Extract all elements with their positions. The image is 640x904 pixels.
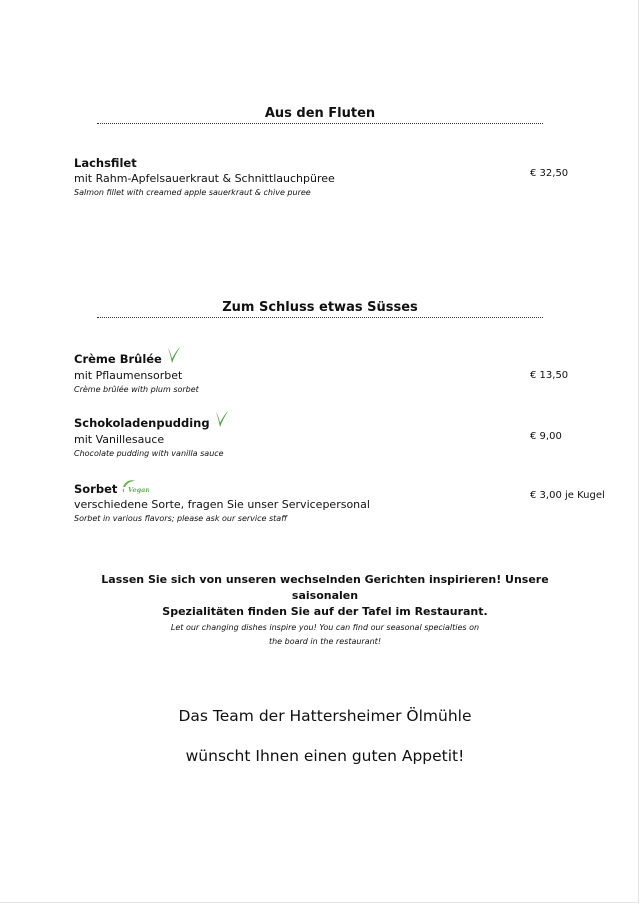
dish-description: verschiedene Sorte, fragen Sie unser Servicepersonal — [74, 498, 370, 511]
dish-description: mit Pflaumensorbet — [74, 369, 183, 382]
dish-sorbet — [74, 481, 504, 525]
dish-description: mit Rahm-Apfelsauerkraut & Schnittlauchpüree — [74, 172, 335, 185]
dish-name-row — [74, 481, 504, 497]
dish-name: Lachsfilet — [74, 156, 137, 170]
dish-creme-brulee — [74, 350, 504, 396]
dish-english-description: Chocolate pudding with vanilla sauce — [74, 449, 224, 458]
dish-name: Crème Brûlée — [74, 351, 162, 366]
dish-english-description: Salmon fillet with creamed apple sauerkraut & chive puree — [74, 188, 311, 197]
vegan-label: Vegan — [128, 486, 150, 494]
dish-price: € 3,00 je Kugel — [530, 490, 605, 501]
section-divider — [97, 123, 543, 124]
dish-name: Schokoladenpudding — [74, 415, 210, 430]
dish-price: € 9,00 — [530, 431, 562, 442]
seasonal-note — [70, 572, 580, 648]
dish-price: € 32,50 — [530, 168, 569, 179]
dish-name: Sorbet — [74, 481, 118, 496]
dish-english-description: Sorbet in various flavors; please ask our service staff — [74, 514, 287, 523]
dish-lachsfilet — [74, 156, 504, 199]
dish-price: € 13,50 — [530, 370, 569, 381]
section-divider — [97, 317, 543, 318]
vegetarian-leaf-icon — [215, 410, 229, 428]
note-english-line-1: Let our changing dishes inspire you! You can find our seasonal specialties on — [170, 623, 480, 632]
vegetarian-leaf-icon — [167, 346, 181, 364]
dish-schokoladenpudding — [74, 414, 504, 460]
section-title-dessert: Zum Schluss etwas Süsses — [222, 300, 418, 315]
dish-description: mit Vanillesauce — [74, 433, 165, 446]
closing-line-1: Das Team der Hattersheimer Ölmühle — [178, 707, 472, 725]
dish-name-row — [74, 350, 504, 368]
note-german-line-1: Lassen Sie sich von unseren wechselnden Gerichten inspirieren! Unsere saisonalen — [101, 573, 549, 602]
dish-name-row — [74, 414, 504, 432]
note-english-line-2: the board in the restaurant! — [268, 637, 382, 646]
dish-english-description: Crème brûlée with plum sorbet — [74, 385, 199, 394]
section-title-fish: Aus den Fluten — [264, 106, 376, 121]
vegan-leaf-icon — [121, 478, 149, 494]
closing-line-2: wünscht Ihnen einen guten Appetit! — [185, 747, 465, 765]
note-german-line-2: Spezialitäten finden Sie auf der Tafel im Restaurant. — [162, 605, 488, 618]
